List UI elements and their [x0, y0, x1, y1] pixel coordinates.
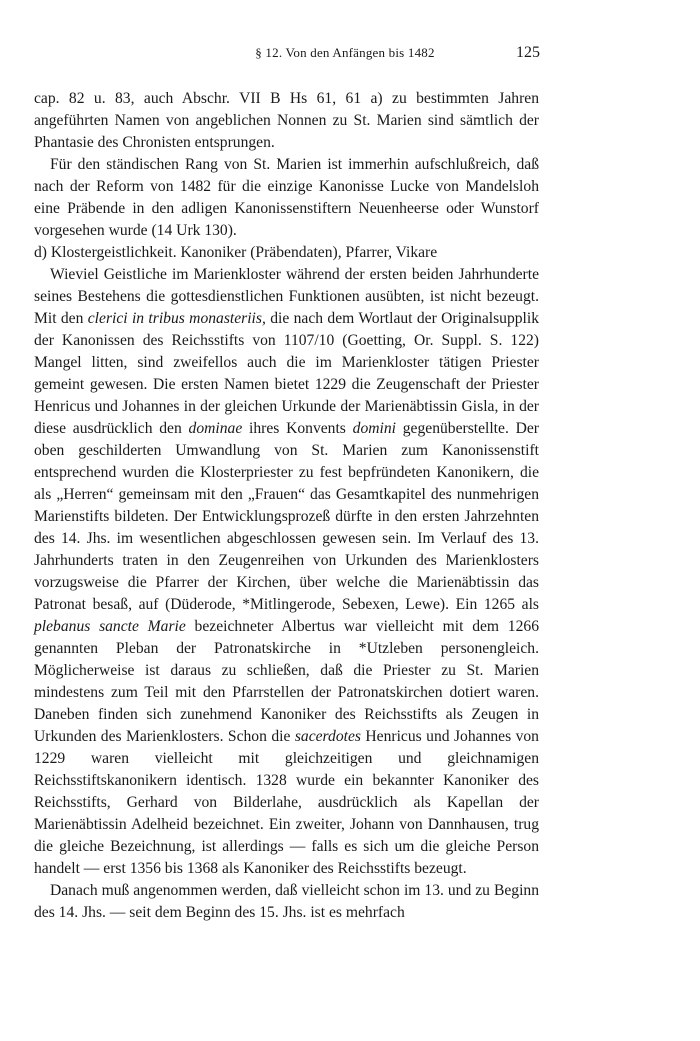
text-run: Wieviel Geistliche im Marienkloster während der ersten beiden Jahrhunderte seines Bestehens die gottesdienstlichen Funktionen ausübten, ist nicht bezeugt. Mit den — [34, 266, 539, 327]
text-run: gegenüberstellte. Der oben geschilderten Umwandlung von St. Marien zum Kanonissenstift entsprechend wurden die Klosterpriester zu fest bepfründeten Kanonikern, die als „Herren“ gemeinsam mit den „Frauen“ das Gesamtkapitel des nunmehrigen Marienstifts bildeten. Der Entwicklungsprozeß dürfte in den ersten Jahrzehnten des 14. Jhs. im wesentlichen abgeschlossen gewesen sein. Im Verlauf des 13. Jahrhunderts traten in den Zeugenreihen von Urkunden des Marienklosters vorzugsweise die Pfarrer der Kirchen, über welche die Marienäbtissin das Patronat besaß, auf (Düderode, *Mitlingerode, Sebexen, Lewe). Ein 1265 als — [34, 420, 539, 613]
section-heading — [34, 242, 539, 264]
italic-term: domini — [352, 420, 396, 437]
page-number: 125 — [516, 44, 540, 61]
italic-term: clerici in tribus monasteriis, — [87, 310, 266, 327]
paragraph-1 — [34, 88, 539, 154]
text-run: bezeichneter Albertus war vielleicht mit dem 1266 genannten Pleban der Patronatskirche in *Utzleben personengleich. Möglicherweise ist daraus zu schließen, daß die Priester zu St. Marien mindestens zum Teil mit den Pfarrstellen der Patronatskirchen dotiert waren. Daneben finden sich zunehmend Kanoniker des Reichsstifts als Zeugen in Urkunden des Marienklosters. Schon die — [34, 618, 539, 745]
paragraph-2 — [34, 154, 539, 242]
italic-term: sacerdotes — [294, 728, 361, 745]
text-run: Für den ständischen Rang von St. Marien ist immerhin aufschlußreich, daß nach der Reform von 1482 für die einzige Kanonisse Lucke von Mandelsloh eine Präbende in den adligen Kanonissenstiftern Neuenheerse oder Wunstorf vorgesehen wurde (14 Urk 130). — [34, 156, 539, 239]
text-run: cap. 82 u. 83, auch Abschr. VII B Hs 61, 61 a) zu bestimmten Jahren angeführten Namen von angeblichen Nonnen zu St. Marien sind sämtlich der Phantasie des Chronisten entsprungen. — [34, 90, 539, 151]
italic-term: dominae — [188, 420, 243, 437]
italic-term: plebanus sancte Marie — [34, 618, 186, 635]
paragraph-4 — [34, 880, 539, 924]
text-run: die nach dem Wortlaut der Originalsupplik der Kanonissen des Reichsstifts von 1107/10 (Goetting, Or. Suppl. S. 122) Mangel litten, sind zweifellos auch die im Marienkloster tätigen Priester gemeint gewesen. Die ersten Namen bietet 1229 die Zeugenschaft der Priester Henricus und Johannes in der gleichen Urkunde der Marienäbtissin Gisla, in der diese ausdrücklich den — [34, 310, 540, 437]
body-text — [34, 88, 539, 924]
text-run: Danach muß angenommen werden, daß vielleicht schon im 13. und zu Beginn des 14. Jhs. — seit dem Beginn des 15. Jhs. ist es mehrfach — [34, 882, 539, 921]
paragraph-3 — [34, 264, 539, 880]
text-run: Henricus und Johannes von 1229 waren vielleicht mit gleichzeitigen und gleichnamigen Reichsstiftskanonikern identisch. 1328 wurde ein bekannter Kanoniker des Reichsstifts, Gerhard von Bilderlahe, ausdrücklich als Kapellan der Marienäbtissin Adelheid bezeichnet. Ein zweiter, Johann von Dannhausen, trug die gleiche Bezeichnung, ist allerdings — falls es sich um die gleiche Person handelt — erst 1356 bis 1368 als Kanoniker des Reichsstifts bezeugt. — [34, 728, 539, 877]
text-run: ihres Konvents — [242, 420, 353, 437]
text-run: d) Klostergeistlichkeit. Kanoniker (Präbendaten), Pfarrer, Vikare — [34, 244, 438, 261]
running-header: § 12. Von den Anfängen bis 1482 — [255, 45, 435, 60]
